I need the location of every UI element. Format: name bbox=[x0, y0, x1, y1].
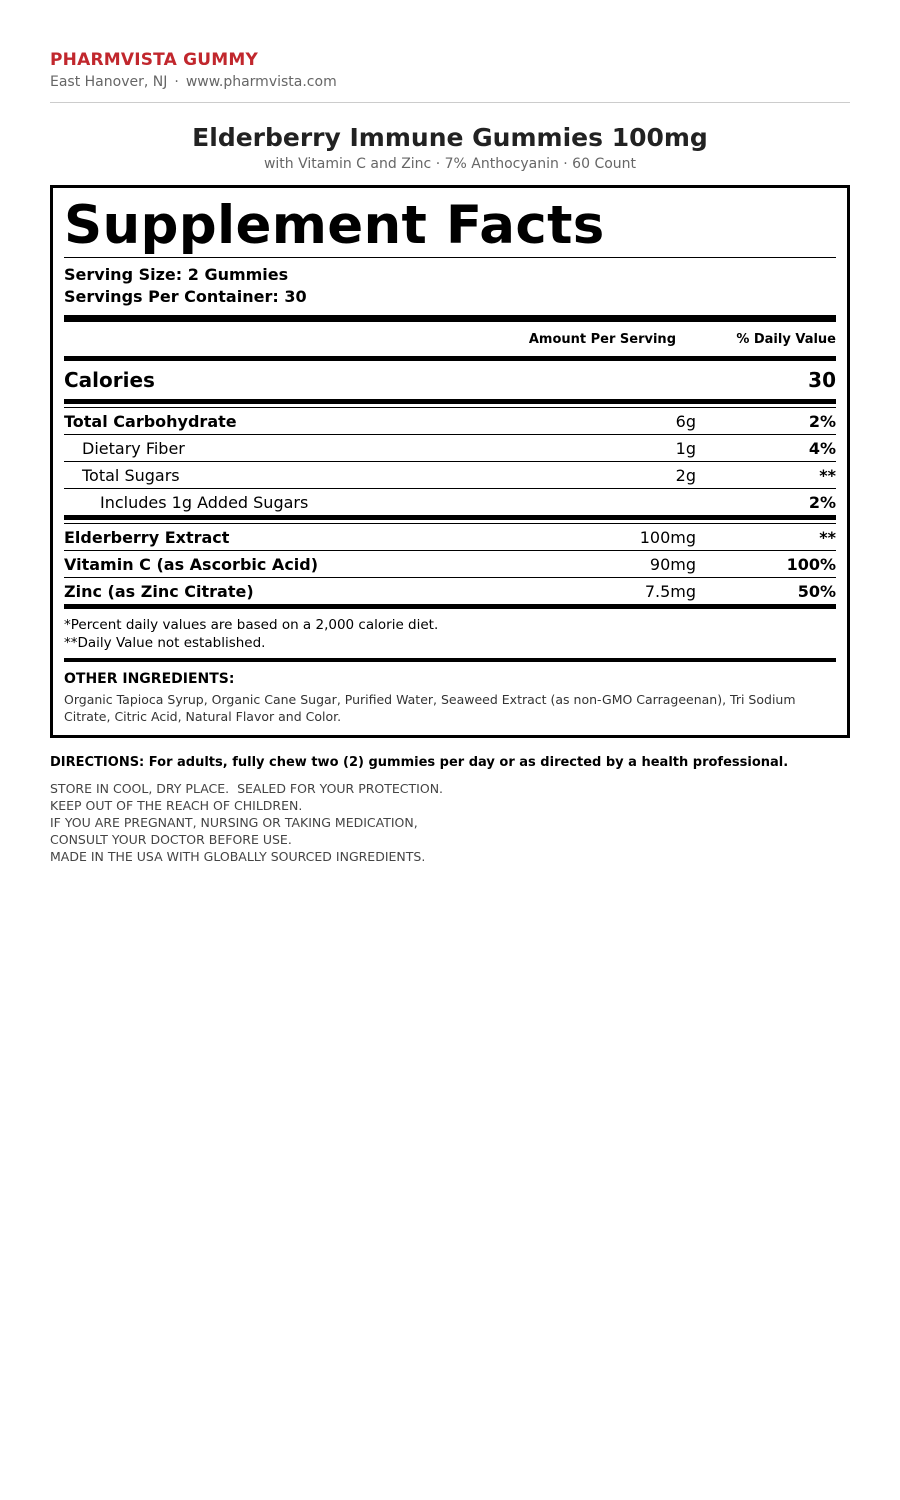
ingredient-name: Elderberry Extract bbox=[64, 527, 230, 547]
brand-info bbox=[50, 73, 850, 91]
column-header-row bbox=[64, 322, 836, 356]
warning-line: STORE IN COOL, DRY PLACE. SEALED FOR YOUR PROTECTION. bbox=[50, 781, 444, 796]
nutrient-row-total-carbohydrate bbox=[64, 408, 836, 435]
warning-line: KEEP OUT OF THE REACH OF CHILDREN. bbox=[50, 798, 303, 813]
ingredient-dv: 50% bbox=[797, 581, 836, 601]
nutrient-row-dietary-fiber bbox=[64, 435, 836, 462]
ingredient-amount: 100mg bbox=[639, 527, 696, 547]
nutrient-row-added-sugars bbox=[64, 489, 836, 515]
brand-separator: · bbox=[174, 74, 179, 90]
nutrient-name: Dietary Fiber bbox=[82, 438, 185, 458]
nutrient-name: Includes 1g Added Sugars bbox=[100, 492, 309, 512]
warnings-block bbox=[50, 780, 850, 865]
serving-size: Serving Size: 2 Gummies bbox=[64, 265, 289, 284]
warning-line: MADE IN THE USA WITH GLOBALLY SOURCED INGREDIENTS. bbox=[50, 849, 426, 864]
nutrient-amount: 2g bbox=[675, 465, 696, 485]
label-page bbox=[50, 0, 850, 865]
ingredient-row-vitamin-c bbox=[64, 551, 836, 578]
footnote-percent: *Percent daily values are based on a 2,000 calorie diet. bbox=[64, 617, 439, 633]
brand-name: PHARMVISTA GUMMY bbox=[50, 50, 259, 70]
brand-location: East Hanover, NJ bbox=[50, 74, 168, 90]
ingredient-row-elderberry bbox=[64, 524, 836, 551]
nutrient-dv: 4% bbox=[808, 438, 836, 458]
nutrient-dv: ** bbox=[819, 465, 836, 485]
calories-label: Calories bbox=[64, 368, 155, 392]
nutrient-dv: 2% bbox=[808, 411, 836, 431]
nutrient-name: Total Sugars bbox=[82, 465, 180, 485]
footnote-not-established: **Daily Value not established. bbox=[64, 635, 266, 651]
amount-per-serving-header: Amount Per Serving bbox=[528, 331, 676, 347]
ingredient-dv: ** bbox=[819, 527, 836, 547]
nutrient-dv: 2% bbox=[808, 492, 836, 512]
ingredient-dv: 100% bbox=[786, 554, 836, 574]
nutrient-amount: 6g bbox=[675, 411, 696, 431]
directions: DIRECTIONS: For adults, fully chew two (2) gummies per day or as directed by a health professional. bbox=[50, 755, 789, 770]
nutrient-name: Total Carbohydrate bbox=[64, 411, 237, 431]
facts-title: Supplement Facts bbox=[64, 195, 605, 256]
footer-rule bbox=[64, 658, 836, 662]
servings-per-container: Servings Per Container: 30 bbox=[64, 287, 307, 306]
calories-row bbox=[64, 361, 836, 399]
ingredient-name: Zinc (as Zinc Citrate) bbox=[64, 581, 254, 601]
medium-rule bbox=[64, 604, 836, 609]
calories-value: 30 bbox=[808, 368, 836, 392]
warning-line: IF YOU ARE PREGNANT, NURSING OR TAKING MEDICATION, bbox=[50, 815, 418, 830]
ingredient-name: Vitamin C (as Ascorbic Acid) bbox=[64, 554, 319, 574]
nutrient-amount: 1g bbox=[675, 438, 696, 458]
supplement-facts-panel bbox=[50, 185, 850, 738]
brand-website: www.pharmvista.com bbox=[185, 74, 337, 90]
header-divider bbox=[50, 102, 850, 103]
other-ingredients-text: Organic Tapioca Syrup, Organic Cane Sugar, Purified Water, Seaweed Extract (as non-GMO Carrageenan), Tri Sodium Citrate, Citric Acid, Natural Flavor and Color. bbox=[64, 692, 796, 724]
thick-rule bbox=[64, 315, 836, 322]
ingredient-amount: 7.5mg bbox=[644, 581, 696, 601]
product-subtitle: with Vitamin C and Zinc · 7% Anthocyanin · 60 Count bbox=[263, 156, 637, 172]
warning-line: CONSULT YOUR DOCTOR BEFORE USE. bbox=[50, 832, 292, 847]
nutrient-row-total-sugars bbox=[64, 462, 836, 489]
ingredient-amount: 90mg bbox=[649, 554, 696, 574]
product-title: Elderberry Immune Gummies 100mg bbox=[192, 123, 708, 152]
daily-value-header: % Daily Value bbox=[736, 331, 836, 347]
ingredient-row-zinc bbox=[64, 578, 836, 604]
title-rule bbox=[64, 257, 836, 258]
other-ingredients-heading: OTHER INGREDIENTS: bbox=[64, 671, 235, 687]
